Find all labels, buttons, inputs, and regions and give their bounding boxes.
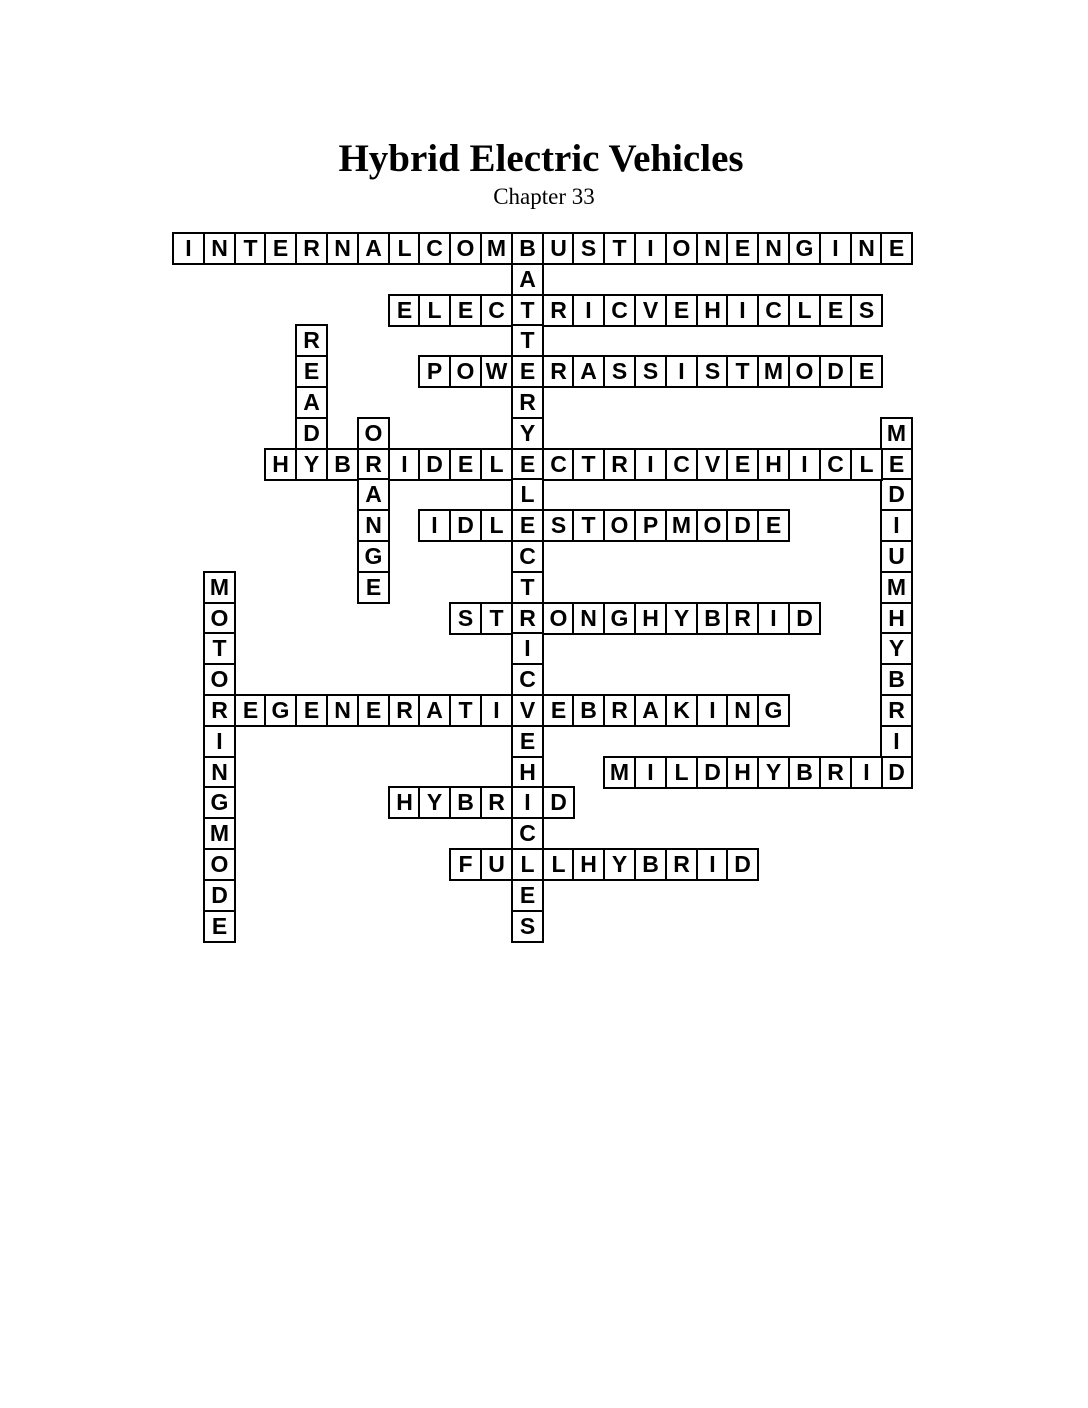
crossword-cell: L (418, 294, 451, 327)
crossword-cell: E (449, 448, 482, 481)
crossword-cell: I (880, 725, 913, 758)
crossword-cell: G (757, 694, 790, 727)
crossword-cell: S (696, 355, 729, 388)
crossword-cell: I (726, 294, 759, 327)
crossword-cell: D (542, 786, 575, 819)
crossword-cell: A (357, 232, 390, 265)
crossword-cell: I (850, 756, 883, 789)
crossword-cell: Y (757, 756, 790, 789)
crossword-cell: E (665, 294, 698, 327)
crossword-cell: V (511, 694, 544, 727)
crossword-cell: T (726, 355, 759, 388)
crossword-cell: I (819, 232, 852, 265)
crossword-cell: Y (603, 848, 636, 881)
crossword-cell: R (542, 355, 575, 388)
crossword-cell: D (449, 509, 482, 542)
crossword-cell: E (880, 232, 913, 265)
crossword-cell: I (203, 725, 236, 758)
crossword-cell: E (880, 448, 913, 481)
crossword-cell: U (542, 232, 575, 265)
crossword-cell: E (388, 294, 421, 327)
crossword-cell: N (726, 694, 759, 727)
crossword-cell: C (511, 663, 544, 696)
crossword-cell: K (665, 694, 698, 727)
crossword-cell: F (449, 848, 482, 881)
crossword-cell: I (634, 756, 667, 789)
crossword-cell: E (726, 448, 759, 481)
crossword-cell: I (696, 694, 729, 727)
crossword-cell: M (203, 817, 236, 850)
crossword-cell: L (542, 848, 575, 881)
crossword-cell: I (634, 448, 667, 481)
crossword-cell: T (603, 232, 636, 265)
crossword-cell: M (880, 417, 913, 450)
crossword-cell: G (203, 786, 236, 819)
crossword-cell: I (665, 355, 698, 388)
crossword-cell: I (388, 448, 421, 481)
crossword-cell: E (511, 879, 544, 912)
chapter-subtitle: Chapter 33 (493, 184, 595, 209)
crossword-cell: G (264, 694, 297, 727)
crossword-cell: G (357, 540, 390, 573)
crossword-cell: T (511, 294, 544, 327)
crossword-cell: I (572, 294, 605, 327)
crossword-cell: P (634, 509, 667, 542)
crossword-cell: U (880, 540, 913, 573)
crossword-cell: E (511, 448, 544, 481)
crossword-cell: R (480, 786, 513, 819)
crossword-cell: B (449, 786, 482, 819)
crossword-cell: O (696, 509, 729, 542)
crossword-cell: D (295, 417, 328, 450)
crossword-cell: E (234, 694, 267, 727)
crossword-cell: I (880, 509, 913, 542)
crossword-cell: A (511, 263, 544, 296)
crossword-cell: D (880, 756, 913, 789)
crossword-cell: A (572, 355, 605, 388)
crossword-cell: O (449, 355, 482, 388)
page-title: Hybrid Electric Vehicles (338, 137, 744, 180)
crossword-cell: H (634, 602, 667, 635)
crossword-cell: Y (418, 786, 451, 819)
crossword-cell: T (449, 694, 482, 727)
crossword-cell: E (357, 694, 390, 727)
crossword-cell: W (480, 355, 513, 388)
crossword-cell: S (449, 602, 482, 635)
crossword-cell: R (295, 324, 328, 357)
crossword-cell: R (511, 386, 544, 419)
crossword-cell: S (634, 355, 667, 388)
crossword-cell: S (511, 910, 544, 943)
crossword-cell: O (203, 663, 236, 696)
crossword-cell: I (418, 509, 451, 542)
crossword-cell: M (603, 756, 636, 789)
crossword-cell: B (788, 756, 821, 789)
crossword-cell: I (511, 786, 544, 819)
crossword-cell: B (696, 602, 729, 635)
crossword-cell: E (511, 725, 544, 758)
crossword-cell: M (480, 232, 513, 265)
crossword-cell: O (203, 848, 236, 881)
crossword-cell: L (511, 478, 544, 511)
crossword-cell: H (757, 448, 790, 481)
crossword-cell: H (726, 756, 759, 789)
crossword-cell: R (819, 756, 852, 789)
crossword-cell: D (726, 848, 759, 881)
crossword-cell: T (511, 324, 544, 357)
crossword-cell: C (511, 540, 544, 573)
crossword-cell: A (418, 694, 451, 727)
crossword-cell: D (819, 355, 852, 388)
crossword-cell: E (295, 694, 328, 727)
crossword-cell: M (665, 509, 698, 542)
crossword-cell: N (203, 232, 236, 265)
crossword-cell: D (880, 478, 913, 511)
crossword-cell: M (203, 571, 236, 604)
crossword-cell: E (295, 355, 328, 388)
crossword-cell: V (696, 448, 729, 481)
crossword-cell: L (388, 232, 421, 265)
crossword-cell: R (357, 448, 390, 481)
crossword-cell: R (203, 694, 236, 727)
crossword-cell: C (511, 817, 544, 850)
crossword-cell: C (480, 294, 513, 327)
crossword-cell: O (603, 509, 636, 542)
crossword-cell: C (603, 294, 636, 327)
crossword-cell: N (326, 694, 359, 727)
crossword-cell: E (511, 509, 544, 542)
crossword-cell: H (511, 756, 544, 789)
crossword-cell: D (418, 448, 451, 481)
crossword-cell: M (880, 571, 913, 604)
crossword-cell: G (788, 232, 821, 265)
crossword-cell: E (449, 294, 482, 327)
crossword-cell: H (572, 848, 605, 881)
crossword-cell: C (819, 448, 852, 481)
crossword-cell: D (726, 509, 759, 542)
crossword-cell: N (850, 232, 883, 265)
crossword-cell: T (234, 232, 267, 265)
crossword-cell: B (634, 848, 667, 881)
crossword-cell: O (542, 602, 575, 635)
crossword-cell: E (511, 355, 544, 388)
crossword-cell: I (788, 448, 821, 481)
crossword-cell: Y (665, 602, 698, 635)
crossword-cell: E (542, 694, 575, 727)
crossword-cell: L (665, 756, 698, 789)
crossword-cell: S (603, 355, 636, 388)
crossword-cell: D (696, 756, 729, 789)
crossword-cell: Y (880, 632, 913, 665)
crossword-cell: N (572, 602, 605, 635)
crossword-cell: C (418, 232, 451, 265)
crossword-cell: H (264, 448, 297, 481)
crossword-cell: D (788, 602, 821, 635)
crossword-cell: I (172, 232, 205, 265)
crossword-cell: O (203, 602, 236, 635)
crossword-cell: E (203, 910, 236, 943)
crossword-cell: C (665, 448, 698, 481)
crossword-cell: N (203, 756, 236, 789)
crossword-cell: E (850, 355, 883, 388)
crossword-cell: N (326, 232, 359, 265)
crossword-cell: R (542, 294, 575, 327)
crossword-cell: U (480, 848, 513, 881)
crossword-cell: M (757, 355, 790, 388)
crossword-cell: B (880, 663, 913, 696)
crossword-cell: N (757, 232, 790, 265)
crossword-cell: A (295, 386, 328, 419)
crossword-cell: I (480, 694, 513, 727)
crossword-cell: N (696, 232, 729, 265)
crossword-cell: T (572, 448, 605, 481)
crossword-cell: L (480, 448, 513, 481)
crossword-cell: B (572, 694, 605, 727)
crossword-cell: C (542, 448, 575, 481)
crossword-cell: O (665, 232, 698, 265)
crossword-cell: C (757, 294, 790, 327)
crossword-cell: E (757, 509, 790, 542)
crossword-cell: L (788, 294, 821, 327)
crossword-cell: L (480, 509, 513, 542)
crossword-cell: I (634, 232, 667, 265)
crossword-cell: A (357, 478, 390, 511)
crossword-cell: O (357, 417, 390, 450)
crossword-cell: B (511, 232, 544, 265)
crossword-cell: S (542, 509, 575, 542)
crossword-cell: O (788, 355, 821, 388)
crossword-cell: E (357, 571, 390, 604)
crossword-cell: R (880, 694, 913, 727)
crossword-cell: R (388, 694, 421, 727)
crossword-cell: I (757, 602, 790, 635)
crossword-cell: N (357, 509, 390, 542)
crossword-cell: T (203, 632, 236, 665)
crossword-cell: A (634, 694, 667, 727)
crossword-cell: E (264, 232, 297, 265)
crossword-cell: L (511, 848, 544, 881)
crossword-cell: G (603, 602, 636, 635)
crossword-cell: E (726, 232, 759, 265)
crossword-cell: V (634, 294, 667, 327)
crossword-cell: T (572, 509, 605, 542)
crossword-cell: D (203, 879, 236, 912)
crossword-cell: R (726, 602, 759, 635)
crossword-cell: T (511, 571, 544, 604)
crossword-cell: O (449, 232, 482, 265)
crossword-cell: P (418, 355, 451, 388)
crossword-cell: L (850, 448, 883, 481)
crossword-cell: S (850, 294, 883, 327)
crossword-cell: R (603, 448, 636, 481)
crossword-cell: I (696, 848, 729, 881)
crossword-cell: R (665, 848, 698, 881)
crossword-cell: R (603, 694, 636, 727)
crossword-cell: H (880, 602, 913, 635)
crossword-cell: I (511, 632, 544, 665)
crossword-cell: Y (295, 448, 328, 481)
crossword-cell: Y (511, 417, 544, 450)
crossword-cell: H (696, 294, 729, 327)
crossword-cell: B (326, 448, 359, 481)
crossword-cell: E (819, 294, 852, 327)
crossword-cell: R (511, 602, 544, 635)
crossword-cell: R (295, 232, 328, 265)
crossword-cell: T (480, 602, 513, 635)
crossword-cell: H (388, 786, 421, 819)
crossword-cell: S (572, 232, 605, 265)
